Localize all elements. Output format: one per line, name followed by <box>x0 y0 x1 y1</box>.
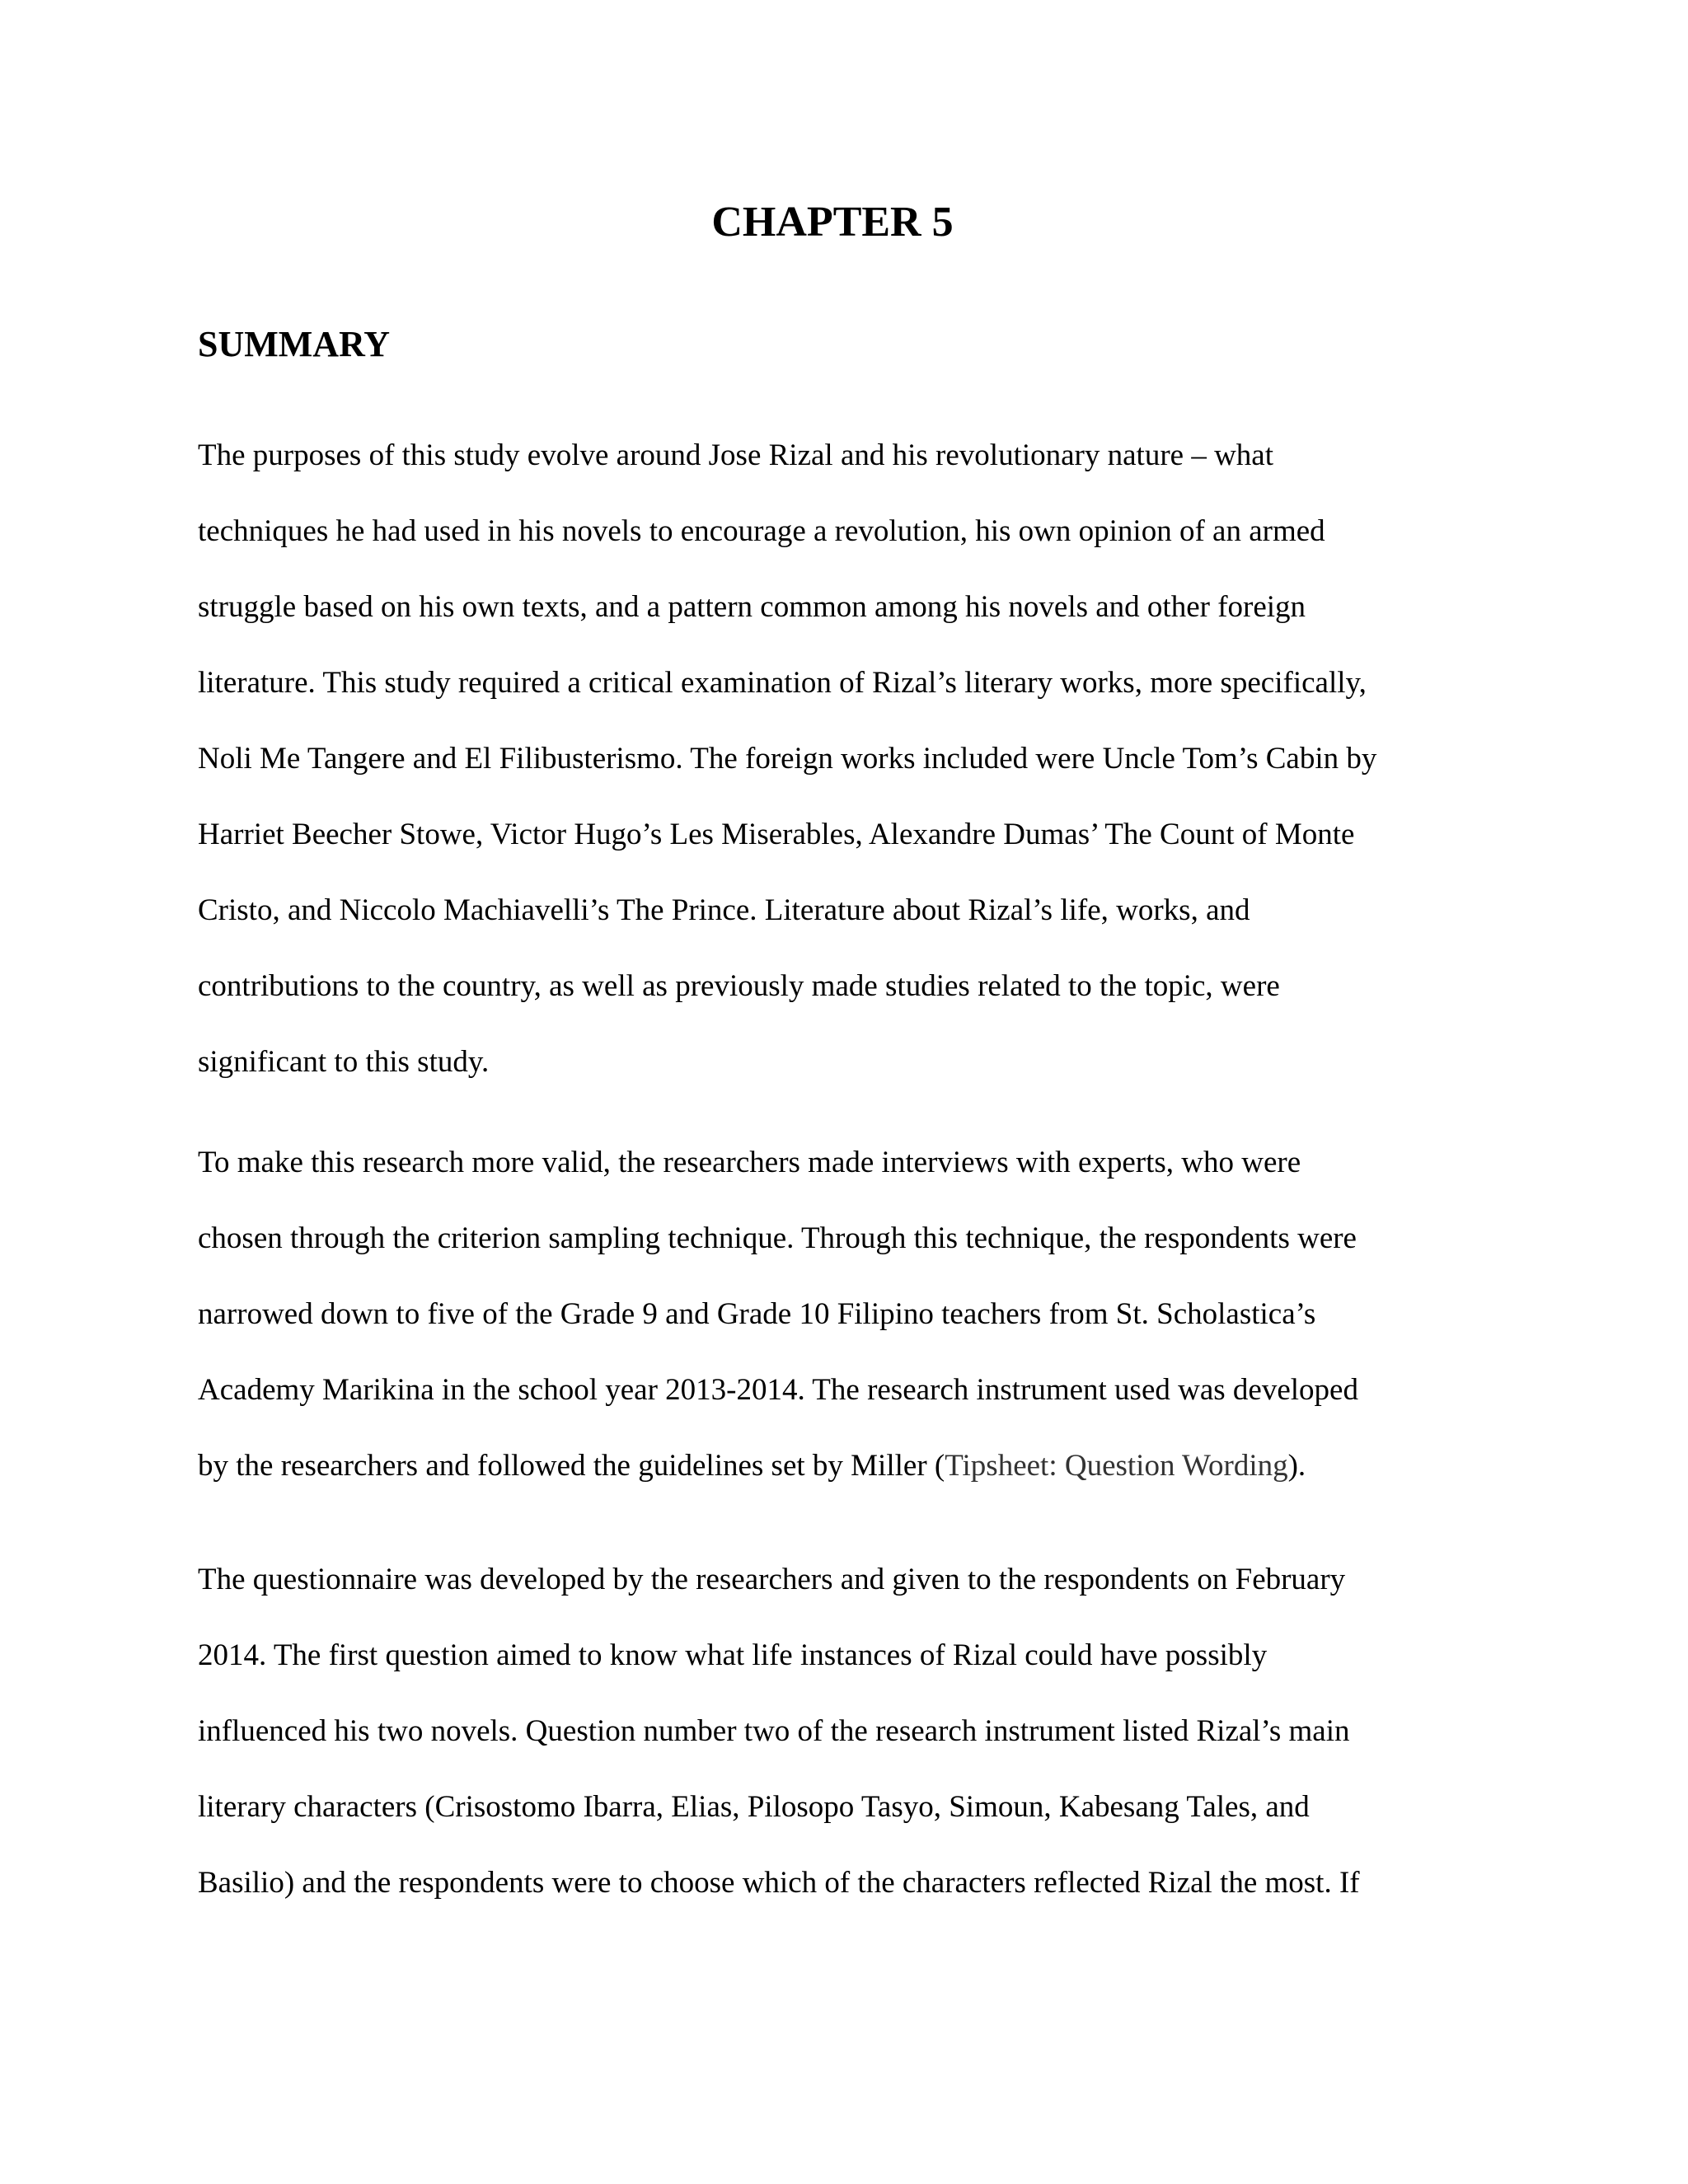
paragraph-line: Harriet Beecher Stowe, Victor Hugo’s Les Miserables, Alexandre Dumas’ The Count of Monte <box>198 818 1355 851</box>
paragraph-line: Cristo, and Niccolo Machiavelli’s The Prince. Literature about Rizal’s life, works, and <box>198 893 1250 927</box>
paragraph-line-with-citation <box>198 1447 1306 1485</box>
line-text: ). <box>1287 1449 1306 1483</box>
paragraph-line: 2014. The first question aimed to know what life instances of Rizal could have possibly <box>198 1638 1268 1672</box>
paragraph-line: The purposes of this study evolve around Jose Rizal and his revolutionary nature – what <box>198 438 1273 472</box>
paragraph-line: Basilio) and the respondents were to choose which of the characters reflected Rizal the most. If <box>198 1866 1360 1900</box>
paragraph-line: To make this research more valid, the researchers made interviews with experts, who were <box>198 1146 1301 1179</box>
citation: Tipsheet: Question Wording <box>945 1449 1288 1483</box>
chapter-title: CHAPTER 5 <box>711 199 954 246</box>
paragraph-line: chosen through the criterion sampling technique. Through this technique, the respondents were <box>198 1221 1357 1255</box>
paragraph-line: struggle based on his own texts, and a pattern common among his novels and other foreign <box>198 590 1306 624</box>
paragraph-line: contributions to the country, as well as previously made studies related to the topic, were <box>198 969 1280 1003</box>
paragraph-line: narrowed down to five of the Grade 9 and Grade 10 Filipino teachers from St. Scholastica’s <box>198 1297 1316 1331</box>
paragraph-line: The questionnaire was developed by the researchers and given to the respondents on February <box>198 1563 1346 1596</box>
paragraph-line: literary characters (Crisostomo Ibarra, Elias, Pilosopo Tasyo, Simoun, Kabesang Tales, and <box>198 1790 1310 1824</box>
paragraph-line: techniques he had used in his novels to encourage a revolution, his own opinion of an armed <box>198 514 1325 548</box>
paragraph-line: literature. This study required a critical examination of Rizal’s literary works, more specifically, <box>198 666 1367 700</box>
section-heading: SUMMARY <box>198 324 391 364</box>
paragraph-line: Noli Me Tangere and El Filibusterismo. The foreign works included were Uncle Tom’s Cabin by <box>198 742 1377 776</box>
line-text: by the researchers and followed the guidelines set by Miller ( <box>198 1449 945 1483</box>
paragraph-line: significant to this study. <box>198 1045 490 1079</box>
paragraph-line: influenced his two novels. Question number two of the research instrument listed Rizal’s main <box>198 1714 1350 1748</box>
paragraph-line: Academy Marikina in the school year 2013-2014. The research instrument used was developed <box>198 1373 1358 1407</box>
